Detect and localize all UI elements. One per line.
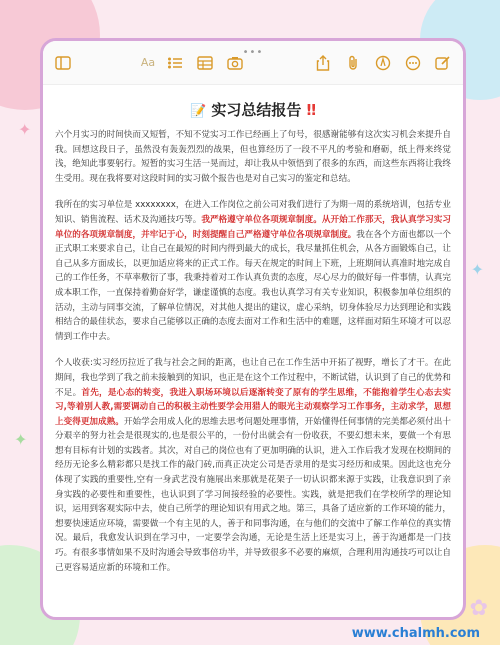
markup-icon[interactable] bbox=[373, 53, 393, 73]
star-decoration-icon: ✦ bbox=[18, 120, 32, 139]
more-icon[interactable] bbox=[403, 53, 423, 73]
toolbar-left bbox=[53, 53, 73, 73]
title-text: 实习总结报告 bbox=[211, 101, 302, 119]
note-content[interactable] bbox=[43, 85, 463, 575]
checklist-icon[interactable] bbox=[165, 53, 185, 73]
attachment-icon[interactable] bbox=[343, 53, 363, 73]
highlighted-text: 我严格遵守单位各项规章制度。从开始工作那天，我认真学习实习单位的各项规章制度，并牢记于心，时刻提醒自己严格遵守单位各项规章制度。 bbox=[55, 214, 451, 240]
page-title bbox=[55, 99, 451, 120]
paragraph-text: 个人收获:实习经历拉近了我与社会之间的距离，也让自己在工作生活中开拓了视野，增长了才干。在此期间，我也学到了我之前未接触到的知识，也正是在这个工作过程中，不断试错，认识到了自己的优势和不足。 bbox=[55, 358, 451, 398]
toolbar-center bbox=[141, 53, 245, 73]
edit-icon[interactable] bbox=[433, 53, 453, 73]
exclamation-icon: ‼ bbox=[306, 101, 317, 119]
star-decoration-icon: ✦ bbox=[14, 430, 28, 449]
star-decoration-icon: ✦ bbox=[470, 260, 484, 279]
paragraph-text: 我在各个方面也都以一个正式职工来要求自己，让自己在最短的时间内得到最大的成长，我尽量抓住机会，从各方面锻炼自己，让自己从多方面成长，以更加适应将来的正式工作。每天在规定的时间上下班，上班期间认真准时地完成自己的工作任务，不草率敷衍了事，我秉持着对工作认真负责的态度，尽心尽力的做好每一件事情，认真完成本职工作，一直保持着勤奋好学，谦虚谨慎的态度。我也认真学习有关专业知识，积极参加单位组织的活动，主动与同事交流，了解单位情况，对其他人提出的建议，虚心采纳，切身体验尽力达到理论和实践相结合的最佳状态，要求自己能够以正确的态度去面对工作和生活中的难题，这样面对陌生环境才可以忍情到工作中去。 bbox=[55, 229, 451, 342]
flower-decoration-icon: ✿ bbox=[469, 596, 488, 621]
paragraph-text: 我所在的实习单位是 xxxxxxxx，在进入工作岗位之前公司对我们进行了为期一周的系统培训，包括专业知识、销售流程、话术及沟通技巧等。 bbox=[55, 200, 451, 225]
site-watermark: www.chalmh.com bbox=[351, 626, 480, 641]
paragraph-text: 开始学会用成人化的思维去思考问题处理事情，开始懂得任何事情的完美都必须付出十分艰辛的努力社会是很现实的,也是很公平的，一份付出就会有一份收获，不要幻想未来，要做一个有思想有目标有计划的实践者。其次，对自己的岗位也有了更加明确的认识，进入工作后我才发现在校期间的经历无论多么精彩都只是找工作的敲门砖,而真正决定公司是否录用的是实习经历和成果。因此这也充分体现了实践的重要性,空有一身武艺没有施展出来那就是花架子一切认识都来源于实践，让我意识到了亲身实践的必要性和重要性，也认识到了学习间接经验的必要性。实践，就是把我们在学校所学的理论知识，运用到客观实际中去，使自己所学的理论知识有用武之地。第三，具备了适应新的工作环境的能力，想要快速适应环境，需要做一个有主见的人，善于和同事沟通，在与他们的交流中了解工作单位的真实情况。最后，我愈发认识到在学习中，一定要学会沟通，无论是生活上还是实习上，善于沟通都是一门技巧。有很多事情如果不及时沟通会导致事倍功半，并导致很多不必要的麻烦，合理利用沟通技巧可以让自己更容易适应新的环境和工作。 bbox=[55, 416, 451, 573]
memo-icon: 📝 bbox=[189, 104, 207, 119]
table-icon[interactable] bbox=[195, 53, 215, 73]
paragraph-intro: 六个月实习的时间快而又短暂，不知不觉实习工作已经画上了句号，很感谢能够有这次实习机会来提升自我。回想这段日子，虽然没有轰轰烈烈的战果，但也算经历了一段不平凡的考验和磨砺，纸上得来终觉浅，绝知此事要躬行。短暂的实习生活一晃而过，却让我从中领悟到了很多的东西，而这些东西将让我终生受用。现在我将要对这段时间的实习做个报告也是对自己实习的鉴定和总结。 bbox=[55, 130, 451, 184]
sidebar-icon[interactable] bbox=[53, 53, 73, 73]
share-icon[interactable] bbox=[313, 53, 333, 73]
paragraph-internship-unit bbox=[55, 198, 451, 344]
font-icon[interactable]: Aa bbox=[140, 56, 156, 69]
notes-window bbox=[40, 38, 466, 620]
paragraph-personal-gains bbox=[55, 356, 451, 575]
toolbar-right bbox=[313, 53, 453, 73]
highlighted-text: 首先，是心态的转变，我进入职场环境以后逐渐转变了原有的学生思维，不能抱着学生心态去实习,等着别人教,需要调动自己的积极主动性要学会用猎人的眼光主动观察学习工作事务，主动求学，思想上变得更加成熟。 bbox=[55, 387, 451, 427]
window-grabber[interactable]: ••• bbox=[242, 47, 264, 58]
